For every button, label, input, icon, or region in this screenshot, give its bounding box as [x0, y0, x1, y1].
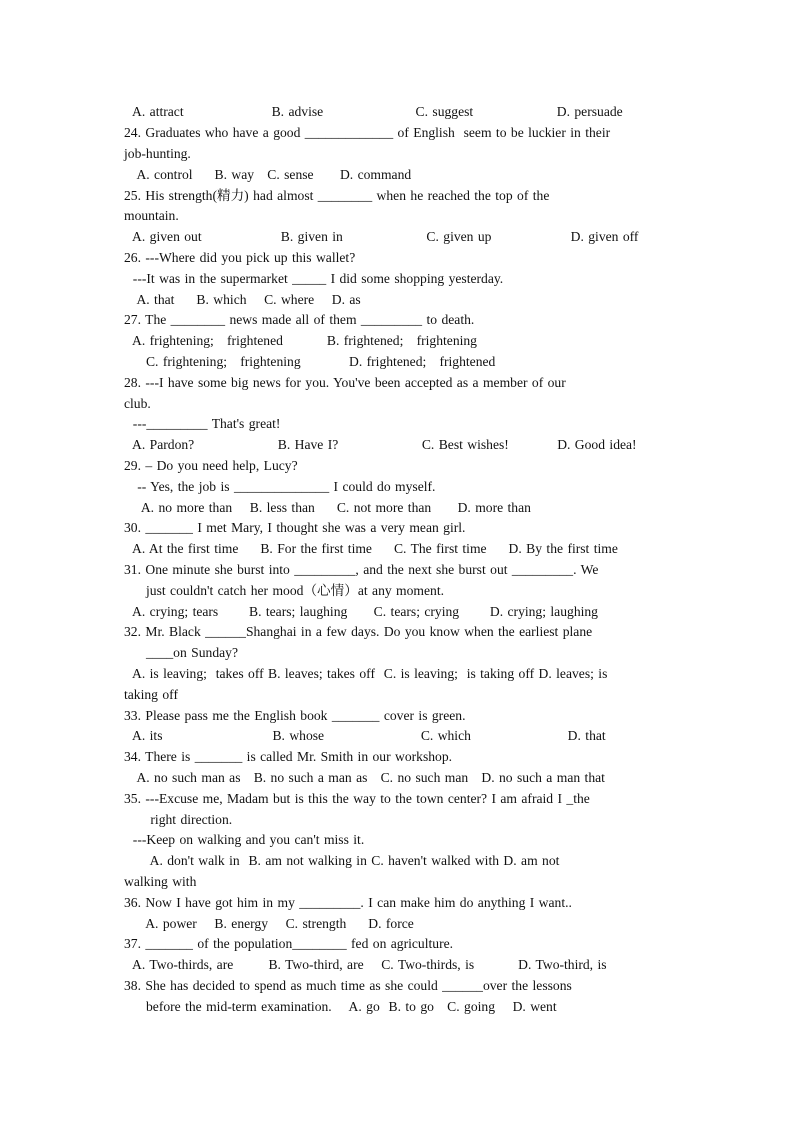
q36-options: A. power B. energy C. strength D. force: [124, 916, 414, 931]
q32-stem-cont: ____on Sunday?: [124, 645, 238, 660]
q33-stem: 33. Please pass me the English book _______ cover is green.: [124, 708, 466, 723]
q28-stem-cont: club.: [124, 396, 151, 411]
q31-options: A. crying; tears B. tears; laughing C. tears; crying D. crying; laughing: [124, 604, 598, 619]
q35-options: A. don't walk in B. am not walking in C. haven't walked with D. am not: [124, 853, 560, 868]
q31-stem-cont: just couldn't catch her mood（心情）at any moment.: [124, 583, 445, 598]
q23-options: A. attract B. advise C. suggest D. persuade: [124, 104, 623, 119]
q33-options: A. its B. whose C. which D. that: [124, 728, 606, 743]
q28-reply: ---_________ That's great!: [124, 416, 281, 431]
q27-stem: 27. The ________ news made all of them _________ to death.: [124, 312, 475, 327]
q34-stem: 34. There is _______ is called Mr. Smith in our workshop.: [124, 749, 453, 764]
q29-stem: 29. – Do you need help, Lucy?: [124, 458, 298, 473]
q26-stem-cont: ---It was in the supermarket _____ I did some shopping yesterday.: [124, 271, 504, 286]
q24-stem: 24. Graduates who have a good _____________ of English seem to be luckier in their: [124, 125, 611, 140]
q29-reply: -- Yes, the job is ______________ I could do myself.: [124, 479, 436, 494]
q35-reply: ---Keep on walking and you can't miss it.: [124, 832, 365, 847]
q27-options-cd: C. frightening; frightening D. frightened; frightened: [124, 354, 496, 369]
q35-stem: 35. ---Excuse me, Madam but is this the way to the town center? I am afraid I _the: [124, 791, 590, 806]
q26-options: A. that B. which C. where D. as: [124, 292, 361, 307]
q32-stem: 32. Mr. Black ______Shanghai in a few days. Do you know when the earliest plane: [124, 624, 593, 639]
q27-options-ab: A. frightening; frightened B. frightened; frightening: [124, 333, 477, 348]
q28-stem: 28. ---I have some big news for you. You've been accepted as a member of our: [124, 375, 566, 390]
q37-stem: 37. _______ of the population________ fed on agriculture.: [124, 936, 454, 951]
q38-stem-cont: before the mid-term examination. A. go B. to go C. going D. went: [124, 999, 557, 1014]
q38-stem: 38. She has decided to spend as much time as she could ______over the lessons: [124, 978, 572, 993]
q30-stem: 30. _______ I met Mary, I thought she was a very mean girl.: [124, 520, 466, 535]
q32-options: A. is leaving; takes off B. leaves; takes off C. is leaving; is taking off D. leaves; is: [124, 666, 608, 681]
q36-stem: 36. Now I have got him in my _________. I can make him do anything I want..: [124, 895, 572, 910]
q28-options: A. Pardon? B. Have I? C. Best wishes! D. Good idea!: [124, 437, 637, 452]
q30-options: A. At the first time B. For the first time C. The first time D. By the first time: [124, 541, 618, 556]
q35-options-cont: walking with: [124, 874, 197, 889]
q24-stem-cont: job-hunting.: [124, 146, 191, 161]
q25-stem-cont: mountain.: [124, 208, 179, 223]
q31-stem: 31. One minute she burst into _________, and the next she burst out _________. We: [124, 562, 599, 577]
q24-options: A. control B. way C. sense D. command: [124, 167, 412, 182]
q37-options: A. Two-thirds, are B. Two-third, are C. Two-thirds, is D. Two-third, is: [124, 957, 607, 972]
q32-options-cont: taking off: [124, 687, 178, 702]
q34-options: A. no such man as B. no such a man as C. no such man D. no such a man that: [124, 770, 605, 785]
q29-options: A. no more than B. less than C. not more than D. more than: [124, 500, 531, 515]
q25-options: A. given out B. given in C. given up D. given off: [124, 229, 639, 244]
q35-stem-cont: right direction.: [124, 812, 233, 827]
q26-stem: 26. ---Where did you pick up this wallet?: [124, 250, 356, 265]
q25-stem: 25. His strength(精力) had almost ________ when he reached the top of the: [124, 188, 550, 203]
